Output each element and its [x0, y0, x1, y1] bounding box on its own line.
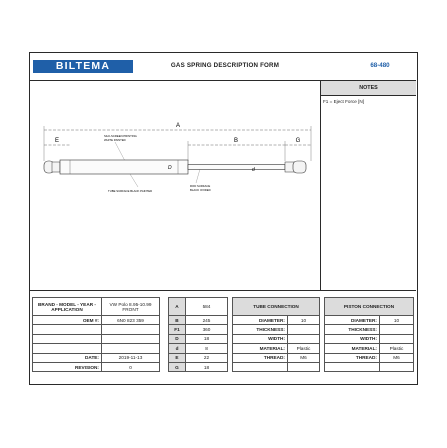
- dim-key: D: [169, 334, 186, 343]
- dim-value: 584: [186, 298, 228, 316]
- model-value: VW Polo 8.95-10.99 FRONT: [102, 298, 160, 316]
- silkscreen-note-line-2: WHITE PAINTED: [104, 138, 126, 142]
- blank-cell: [33, 325, 102, 334]
- piston-thickness-value: [380, 325, 414, 334]
- rod-note-leader: [196, 169, 200, 183]
- piston-width-value: [380, 334, 414, 343]
- dim-key: E: [169, 353, 186, 362]
- dim-key: A: [169, 298, 186, 316]
- dim-value: 8: [186, 344, 228, 353]
- blank-cell: [33, 344, 102, 353]
- piston-width-label: WIDTH:: [325, 334, 380, 343]
- oem-label: OEM #:: [33, 316, 102, 325]
- form-number: 68-480: [370, 62, 390, 69]
- tube-diameter-value: 10: [288, 316, 320, 325]
- tube-diameter-label: D: [168, 165, 172, 171]
- rod-surface-note-2: BLACK OXIDED: [190, 188, 211, 192]
- tube-end-cap: [52, 162, 60, 172]
- revision-label: REVISION:: [33, 362, 102, 371]
- blank-cell: [288, 362, 320, 371]
- notes-panel: [321, 81, 416, 291]
- rod-end-fitting: [293, 161, 306, 173]
- description-form: [29, 52, 418, 385]
- piston-thread-value: M6: [380, 353, 414, 362]
- dim-value: 360: [186, 325, 228, 334]
- tube-note-leader: [130, 174, 138, 187]
- piston-diameter-value: 10: [380, 316, 414, 325]
- dim-key: B: [169, 316, 186, 325]
- piston-connection-heading: PISTON CONNECTION: [325, 298, 414, 316]
- dimension-table: [168, 297, 228, 372]
- notes-text: F1 = Eject Force [N]: [323, 99, 364, 104]
- blank-cell: [102, 334, 160, 343]
- tube-diameter-label: DIAMETER:: [233, 316, 288, 325]
- rod-diameter-label: d: [252, 167, 255, 173]
- blank-cell: [325, 362, 380, 371]
- dimension-a-label: A: [175, 123, 181, 129]
- blank-cell: [380, 362, 414, 371]
- dimension-b-label: B: [233, 138, 239, 144]
- tube-thickness-value: [288, 325, 320, 334]
- dim-value: 18: [186, 334, 228, 343]
- tube-thread-value: M6: [288, 353, 320, 362]
- piston-thickness-label: THICKNESS:: [325, 325, 380, 334]
- piston-thread-label: THREAD:: [325, 353, 380, 362]
- oem-value: 6N0 823 359: [102, 316, 160, 325]
- tube-material-value: Plastic: [288, 344, 320, 353]
- dim-key: F1: [169, 325, 186, 334]
- tube-connection-table: [232, 297, 320, 372]
- rod-surface-note-1: ROD SURFACE: [190, 184, 211, 188]
- dim-value: 18: [186, 362, 228, 371]
- dim-value: 22: [186, 353, 228, 362]
- form-header: [30, 53, 416, 81]
- date-label: DATE:: [33, 353, 102, 362]
- silkscreen-leader: [115, 142, 125, 161]
- tube-width-value: [288, 334, 320, 343]
- model-label: BRAND - MODEL - YEAR - APPLICATION: [33, 298, 102, 316]
- piston-connection-table: [324, 297, 414, 372]
- technical-drawing: [30, 81, 321, 291]
- blank-cell: [233, 362, 288, 371]
- tube-width-label: WIDTH:: [233, 334, 288, 343]
- dimension-g-label: G: [295, 138, 301, 144]
- tube-surface-note: TUBE SURFACE BLACK PAINTED: [108, 189, 153, 193]
- tube-connection-heading: TUBE CONNECTION: [233, 298, 320, 316]
- silkscreen-note-line-1: SILK-SCREEN PRINTING: [104, 134, 137, 138]
- tube-thickness-label: THICKNESS:: [233, 325, 288, 334]
- notes-heading: NOTES: [321, 81, 416, 96]
- date-value: 2019-11-13: [102, 353, 160, 362]
- application-table: [32, 297, 160, 372]
- dimension-e-label: E: [54, 138, 60, 144]
- biltema-logo: BILTEMA: [33, 60, 133, 73]
- blank-cell: [102, 325, 160, 334]
- revision-value: 0: [102, 362, 160, 371]
- tube-material-label: MATERIAL:: [233, 344, 288, 353]
- piston-rod: [188, 165, 285, 170]
- form-title: GAS SPRING DESCRIPTION FORM: [170, 62, 280, 69]
- gas-spring-drawing: [30, 81, 320, 290]
- blank-cell: [102, 344, 160, 353]
- piston-material-value: Plastic: [380, 344, 414, 353]
- piston-diameter-label: DIAMETER:: [325, 316, 380, 325]
- tube-thread-label: THREAD:: [233, 353, 288, 362]
- blank-cell: [33, 334, 102, 343]
- dim-key: d: [169, 344, 186, 353]
- dim-value: 245: [186, 316, 228, 325]
- piston-material-label: MATERIAL:: [325, 344, 380, 353]
- dim-key: G: [169, 362, 186, 371]
